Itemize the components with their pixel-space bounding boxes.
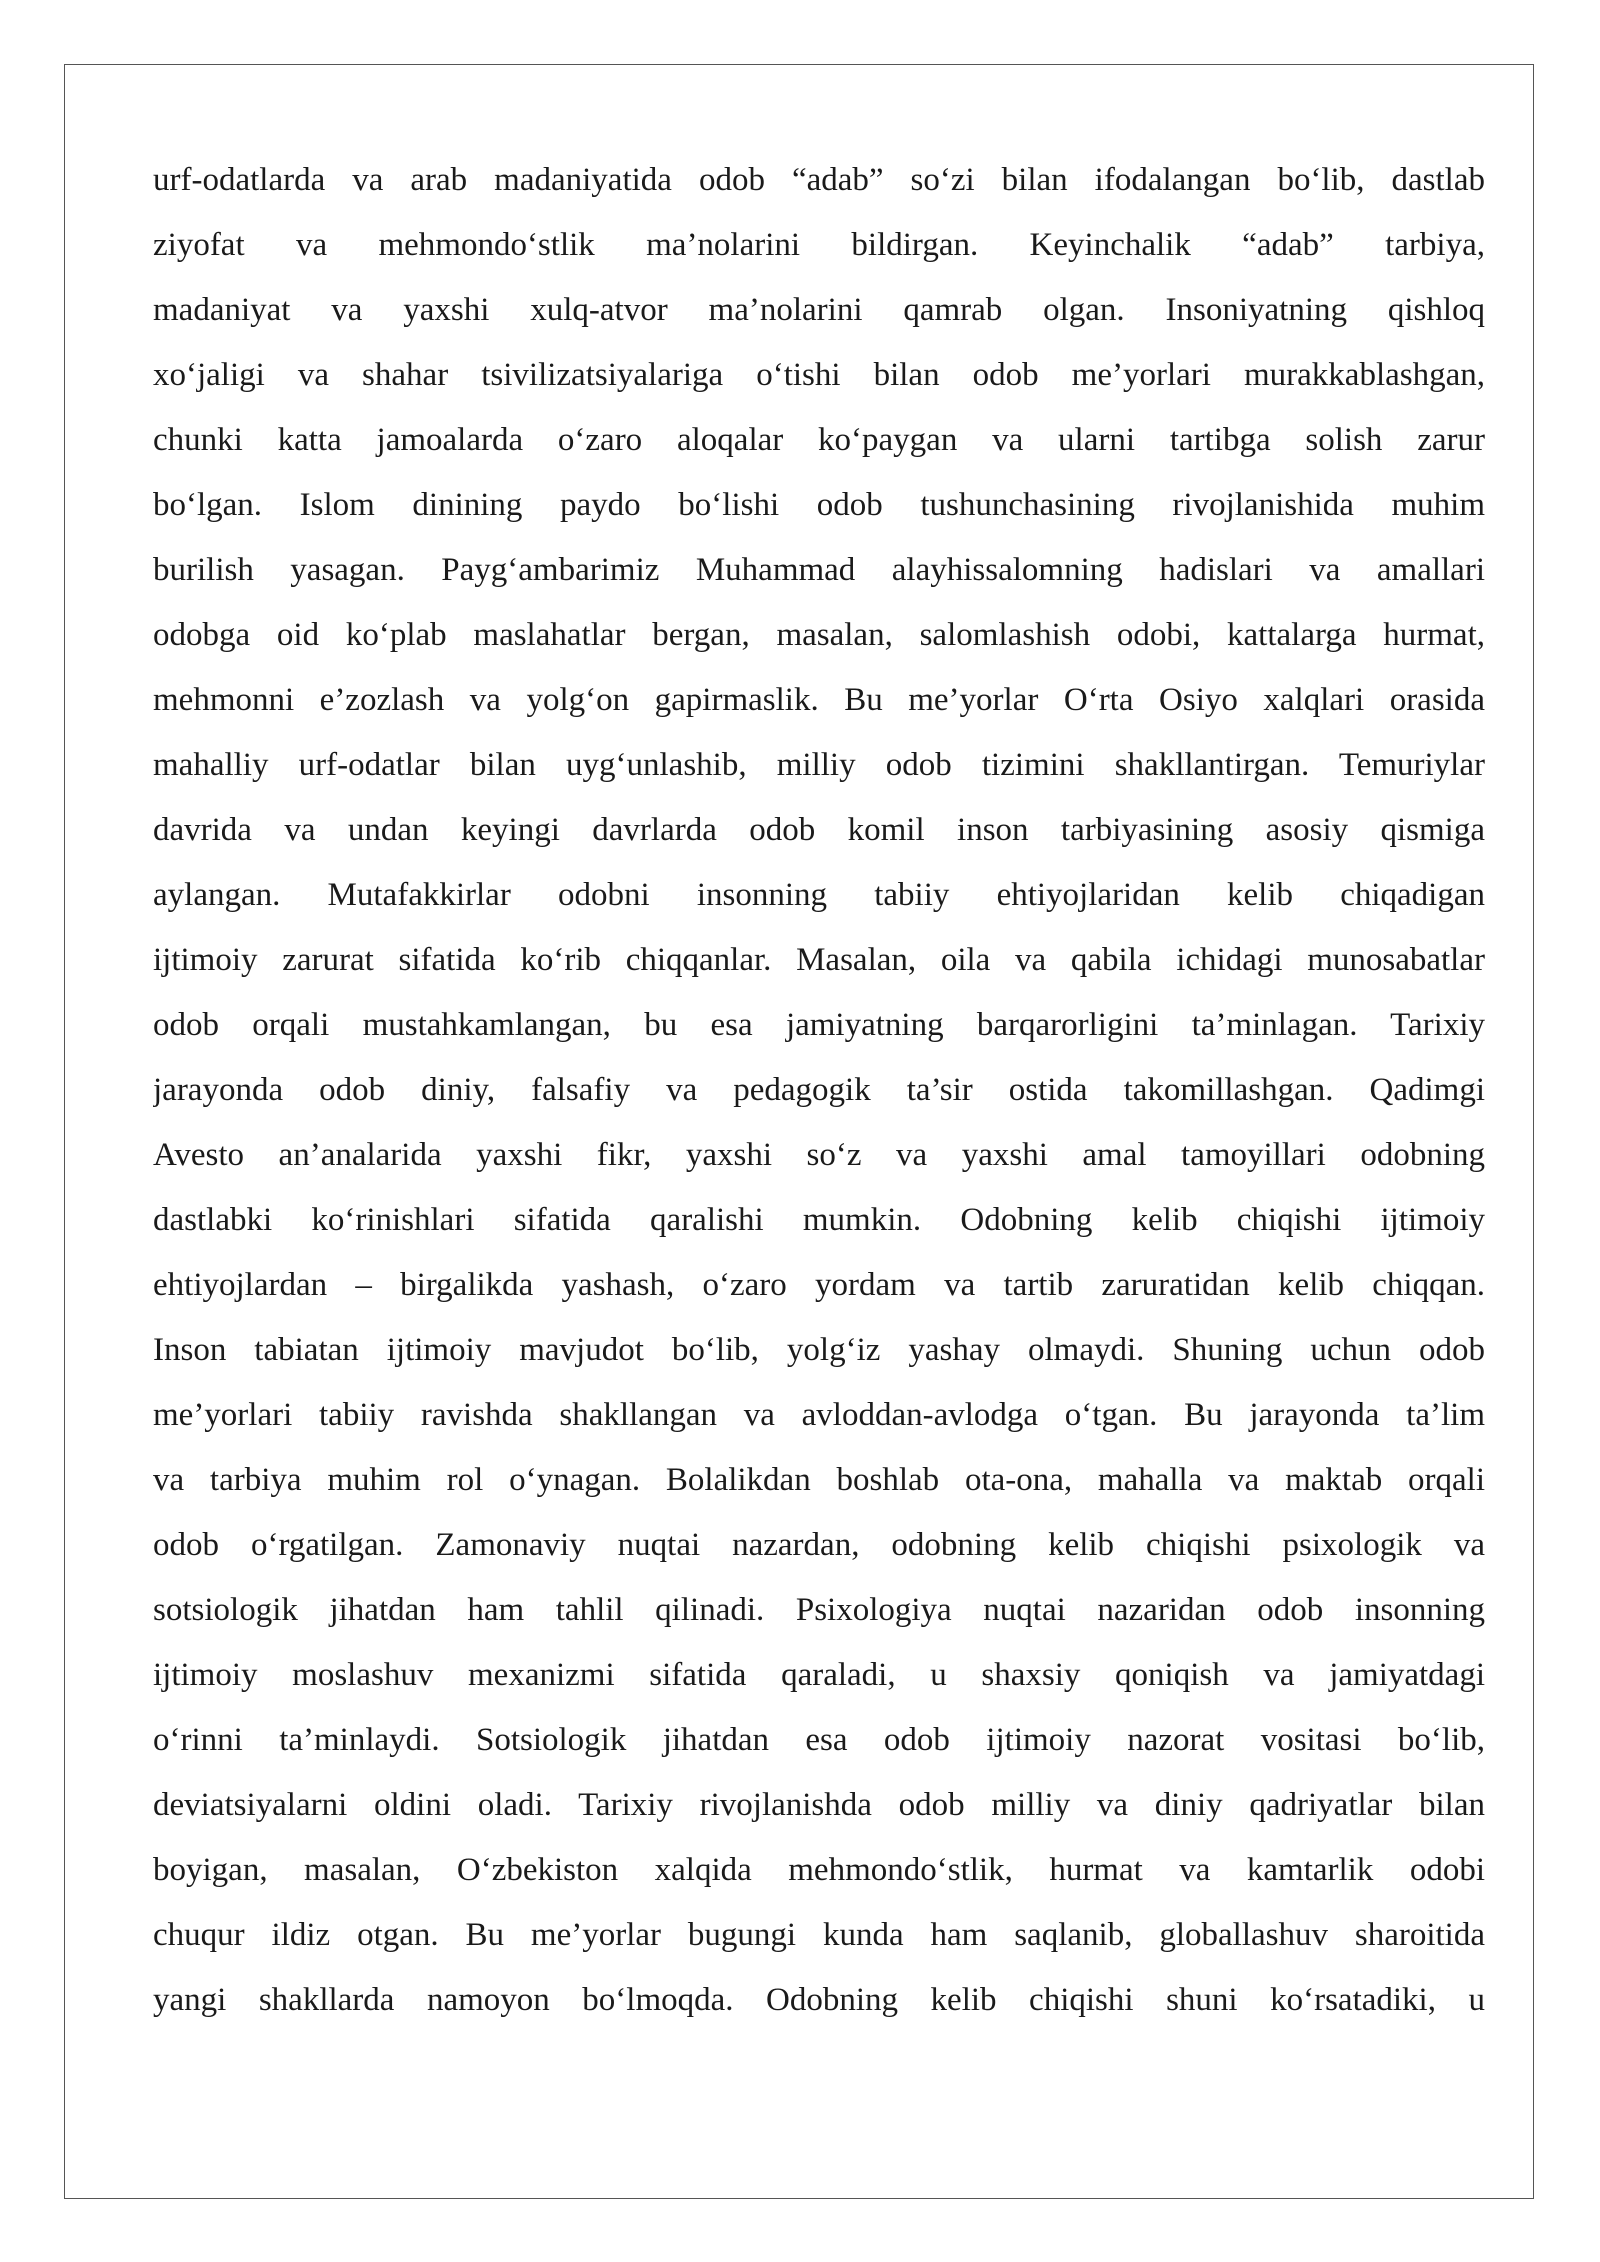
text-line: ziyofat va mehmondo‘stlik ma’nolarini bildirgan. Keyinchalik “adab” tarbiya, <box>153 227 1485 263</box>
text-line: chunki katta jamoalarda o‘zaro aloqalar ko‘paygan va ularni tartibga solish zarur <box>153 422 1485 458</box>
text-line: odob o‘rgatilgan. Zamonaviy nuqtai nazardan, odobning kelib chiqishi psixologik va <box>153 1527 1485 1563</box>
text-line: bo‘lgan. Islom dinining paydo bo‘lishi odob tushunchasining rivojlanishida muhim <box>153 487 1485 523</box>
text-line: ijtimoiy moslashuv mexanizmi sifatida qaraladi, u shaxsiy qoniqish va jamiyatdagi <box>153 1657 1485 1693</box>
text-line: Avesto an’analarida yaxshi fikr, yaxshi so‘z va yaxshi amal tamoyillari odobning <box>153 1137 1485 1173</box>
text-line: burilish yasagan. Payg‘ambarimiz Muhammad alayhissalomning hadislari va amallari <box>153 552 1485 588</box>
text-line: Inson tabiatan ijtimoiy mavjudot bo‘lib, yolg‘iz yashay olmaydi. Shuning uchun odob <box>153 1332 1485 1368</box>
text-line: me’yorlari tabiiy ravishda shakllangan va avloddan-avlodga o‘tgan. Bu jarayonda ta’lim <box>153 1397 1485 1433</box>
text-line: mehmonni e’zozlash va yolg‘on gapirmaslik. Bu me’yorlar O‘rta Osiyo xalqlari orasida <box>153 682 1485 718</box>
text-line: chuqur ildiz otgan. Bu me’yorlar bugungi kunda ham saqlanib, globallashuv sharoitida <box>153 1917 1485 1953</box>
text-line: boyigan, masalan, O‘zbekiston xalqida mehmondo‘stlik, hurmat va kamtarlik odobi <box>153 1852 1485 1888</box>
text-line: va tarbiya muhim rol o‘ynagan. Bolalikdan boshlab ota-ona, mahalla va maktab orqali <box>153 1462 1485 1498</box>
text-line: deviatsiyalarni oldini oladi. Tarixiy rivojlanishda odob milliy va diniy qadriyatlar bilan <box>153 1787 1485 1823</box>
text-line: xo‘jaligi va shahar tsivilizatsiyalariga o‘tishi bilan odob me’yorlari murakkablashgan, <box>153 357 1485 393</box>
text-line: odobga oid ko‘plab maslahatlar bergan, masalan, salomlashish odobi, kattalarga hurmat, <box>153 617 1485 653</box>
text-line: urf-odatlarda va arab madaniyatida odob “adab” so‘zi bilan ifodalangan bo‘lib, dastlab <box>153 162 1485 198</box>
text-line: ijtimoiy zarurat sifatida ko‘rib chiqqanlar. Masalan, oila va qabila ichidagi munosabatlar <box>153 942 1485 978</box>
text-line: madaniyat va yaxshi xulq-atvor ma’nolarini qamrab olgan. Insoniyatning qishloq <box>153 292 1485 328</box>
text-line: odob orqali mustahkamlangan, bu esa jamiyatning barqarorligini ta’minlagan. Tarixiy <box>153 1007 1485 1043</box>
text-line: sotsiologik jihatdan ham tahlil qilinadi. Psixologiya nuqtai nazaridan odob insonning <box>153 1592 1485 1628</box>
text-line: jarayonda odob diniy, falsafiy va pedagogik ta’sir ostida takomillashgan. Qadimgi <box>153 1072 1485 1108</box>
text-line: ehtiyojlardan – birgalikda yashash, o‘zaro yordam va tartib zaruratidan kelib chiqqan. <box>153 1267 1485 1303</box>
text-line: o‘rinni ta’minlaydi. Sotsiologik jihatdan esa odob ijtimoiy nazorat vositasi bo‘lib, <box>153 1722 1485 1758</box>
text-line: mahalliy urf-odatlar bilan uyg‘unlashib, milliy odob tizimini shakllantirgan. Temuriylar <box>153 747 1485 783</box>
text-line: dastlabki ko‘rinishlari sifatida qaralishi mumkin. Odobning kelib chiqishi ijtimoiy <box>153 1202 1485 1238</box>
text-line: davrida va undan keyingi davrlarda odob komil inson tarbiyasining asosiy qismiga <box>153 812 1485 848</box>
body-paragraph <box>153 148 1485 2033</box>
text-line: yangi shakllarda namoyon bo‘lmoqda. Odobning kelib chiqishi shuni ko‘rsatadiki, u <box>153 1982 1485 2018</box>
text-line: aylangan. Mutafakkirlar odobni insonning tabiiy ehtiyojlaridan kelib chiqadigan <box>153 877 1485 913</box>
